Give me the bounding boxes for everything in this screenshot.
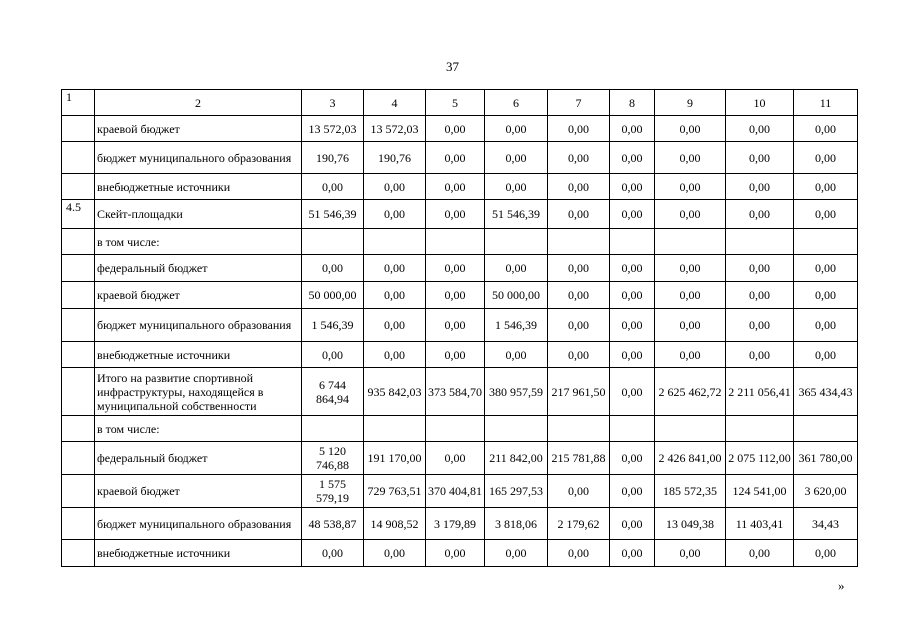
value-cell: 0,00 [794, 116, 858, 142]
header-cell: 5 [426, 90, 485, 116]
table-row [62, 174, 858, 200]
value-cell [302, 416, 364, 442]
value-cell: 124 541,00 [726, 475, 794, 508]
row-label-cell: внебюджетные источники [95, 342, 302, 368]
value-cell: 0,00 [610, 200, 655, 229]
value-cell: 0,00 [426, 442, 485, 475]
value-cell: 0,00 [794, 255, 858, 282]
value-cell: 0,00 [794, 540, 858, 567]
value-cell: 0,00 [548, 309, 610, 342]
value-cell: 50 000,00 [485, 282, 548, 309]
value-cell: 0,00 [610, 255, 655, 282]
value-cell: 0,00 [726, 174, 794, 200]
row-label-cell: краевой бюджет [95, 282, 302, 309]
value-cell: 0,00 [548, 540, 610, 567]
table-row [62, 508, 858, 540]
value-cell: 51 546,39 [485, 200, 548, 229]
value-cell: 0,00 [655, 342, 726, 368]
value-cell: 0,00 [655, 142, 726, 174]
value-cell: 0,00 [364, 540, 426, 567]
value-cell [302, 229, 364, 255]
table-row [62, 342, 858, 368]
row-number-cell [62, 229, 95, 255]
value-cell: 0,00 [485, 174, 548, 200]
row-number-cell [62, 442, 95, 475]
row-number-cell [62, 508, 95, 540]
value-cell: 0,00 [485, 342, 548, 368]
value-cell: 0,00 [610, 475, 655, 508]
value-cell: 361 780,00 [794, 442, 858, 475]
value-cell: 0,00 [655, 255, 726, 282]
value-cell: 0,00 [726, 200, 794, 229]
row-label-cell: бюджет муниципального образования [95, 508, 302, 540]
row-number-cell [62, 174, 95, 200]
value-cell: 2 179,62 [548, 508, 610, 540]
value-cell: 3 818,06 [485, 508, 548, 540]
row-number-cell [62, 282, 95, 309]
table-row [62, 255, 858, 282]
header-cell: 7 [548, 90, 610, 116]
value-cell: 0,00 [655, 282, 726, 309]
value-cell: 0,00 [548, 142, 610, 174]
value-cell: 0,00 [302, 540, 364, 567]
value-cell: 0,00 [426, 116, 485, 142]
value-cell: 0,00 [655, 116, 726, 142]
value-cell: 211 842,00 [485, 442, 548, 475]
value-cell: 0,00 [610, 174, 655, 200]
value-cell: 0,00 [610, 368, 655, 416]
value-cell: 2 625 462,72 [655, 368, 726, 416]
value-cell [548, 229, 610, 255]
table-row [62, 142, 858, 174]
row-label-cell: краевой бюджет [95, 116, 302, 142]
value-cell [655, 229, 726, 255]
table-row [62, 442, 858, 475]
value-cell [485, 229, 548, 255]
header-row [62, 90, 858, 116]
value-cell: 50 000,00 [302, 282, 364, 309]
value-cell: 191 170,00 [364, 442, 426, 475]
value-cell: 0,00 [610, 508, 655, 540]
table-row [62, 282, 858, 309]
value-cell: 0,00 [364, 174, 426, 200]
value-cell: 0,00 [364, 200, 426, 229]
value-cell [794, 229, 858, 255]
value-cell: 0,00 [726, 342, 794, 368]
value-cell: 0,00 [548, 174, 610, 200]
value-cell: 0,00 [548, 475, 610, 508]
header-cell: 10 [726, 90, 794, 116]
value-cell: 0,00 [426, 309, 485, 342]
value-cell: 0,00 [726, 142, 794, 174]
value-cell: 0,00 [655, 174, 726, 200]
value-cell: 13 049,38 [655, 508, 726, 540]
value-cell: 3 179,89 [426, 508, 485, 540]
row-label-cell: в том числе: [95, 229, 302, 255]
row-number-cell [62, 475, 95, 508]
value-cell: 0,00 [302, 255, 364, 282]
header-cell: 2 [95, 90, 302, 116]
value-cell: 0,00 [794, 142, 858, 174]
value-cell [655, 416, 726, 442]
value-cell: 3 620,00 [794, 475, 858, 508]
value-cell: 0,00 [426, 255, 485, 282]
value-cell [364, 416, 426, 442]
value-cell: 373 584,70 [426, 368, 485, 416]
header-cell: 6 [485, 90, 548, 116]
row-number-cell [62, 540, 95, 567]
value-cell: 0,00 [426, 540, 485, 567]
row-label-cell: краевой бюджет [95, 475, 302, 508]
value-cell: 0,00 [548, 116, 610, 142]
value-cell [485, 416, 548, 442]
header-cell: 4 [364, 90, 426, 116]
value-cell: 190,76 [302, 142, 364, 174]
value-cell: 13 572,03 [302, 116, 364, 142]
value-cell: 0,00 [302, 174, 364, 200]
value-cell: 217 961,50 [548, 368, 610, 416]
value-cell: 0,00 [726, 309, 794, 342]
value-cell [726, 416, 794, 442]
value-cell: 0,00 [794, 174, 858, 200]
value-cell [426, 229, 485, 255]
row-label-cell: Итого на развитие спортивной инфраструктуры, находящейся в муниципальной собственности [95, 368, 302, 416]
value-cell: 0,00 [794, 200, 858, 229]
value-cell: 0,00 [426, 342, 485, 368]
value-cell: 0,00 [364, 282, 426, 309]
value-cell [426, 416, 485, 442]
value-cell: 190,76 [364, 142, 426, 174]
row-label-cell: федеральный бюджет [95, 442, 302, 475]
row-number-cell [62, 342, 95, 368]
row-label-cell: бюджет муниципального образования [95, 309, 302, 342]
header-cell: 3 [302, 90, 364, 116]
row-number-cell [62, 142, 95, 174]
value-cell [794, 416, 858, 442]
value-cell: 0,00 [364, 309, 426, 342]
value-cell: 0,00 [794, 309, 858, 342]
value-cell: 2 426 841,00 [655, 442, 726, 475]
value-cell: 5 120 746,88 [302, 442, 364, 475]
table-row [62, 309, 858, 342]
value-cell: 935 842,03 [364, 368, 426, 416]
value-cell: 0,00 [655, 200, 726, 229]
value-cell: 370 404,81 [426, 475, 485, 508]
value-cell: 0,00 [726, 282, 794, 309]
table-row [62, 116, 858, 142]
value-cell: 0,00 [426, 142, 485, 174]
header-cell: 11 [794, 90, 858, 116]
value-cell: 0,00 [655, 540, 726, 567]
value-cell: 0,00 [610, 309, 655, 342]
value-cell: 2 075 112,00 [726, 442, 794, 475]
value-cell: 0,00 [485, 540, 548, 567]
header-cell: 1 [62, 90, 95, 116]
value-cell: 0,00 [610, 540, 655, 567]
value-cell [610, 229, 655, 255]
row-number-cell [62, 309, 95, 342]
value-cell: 0,00 [794, 342, 858, 368]
row-number-cell [62, 116, 95, 142]
value-cell: 0,00 [364, 255, 426, 282]
value-cell: 11 403,41 [726, 508, 794, 540]
value-cell: 14 908,52 [364, 508, 426, 540]
value-cell: 0,00 [726, 540, 794, 567]
value-cell: 0,00 [426, 282, 485, 309]
value-cell: 0,00 [655, 309, 726, 342]
value-cell: 0,00 [726, 255, 794, 282]
value-cell: 1 546,39 [302, 309, 364, 342]
value-cell: 0,00 [610, 342, 655, 368]
value-cell: 365 434,43 [794, 368, 858, 416]
value-cell: 1 546,39 [485, 309, 548, 342]
value-cell: 0,00 [426, 174, 485, 200]
value-cell: 0,00 [610, 142, 655, 174]
value-cell [726, 229, 794, 255]
row-label-cell: внебюджетные источники [95, 174, 302, 200]
value-cell: 0,00 [548, 255, 610, 282]
value-cell: 0,00 [794, 282, 858, 309]
row-label-cell: внебюджетные источники [95, 540, 302, 567]
header-cell: 9 [655, 90, 726, 116]
row-number-cell [62, 416, 95, 442]
page-number: 37 [446, 59, 459, 74]
row-number-cell [62, 255, 95, 282]
value-cell: 0,00 [548, 342, 610, 368]
value-cell: 0,00 [610, 442, 655, 475]
value-cell [610, 416, 655, 442]
table-row [62, 416, 858, 442]
row-number-cell: 4.5 [62, 200, 95, 229]
value-cell: 0,00 [485, 142, 548, 174]
row-label-cell: в том числе: [95, 416, 302, 442]
value-cell: 0,00 [548, 282, 610, 309]
value-cell: 729 763,51 [364, 475, 426, 508]
value-cell: 0,00 [485, 255, 548, 282]
value-cell: 0,00 [548, 200, 610, 229]
value-cell: 185 572,35 [655, 475, 726, 508]
table-row [62, 368, 858, 416]
value-cell: 1 575 579,19 [302, 475, 364, 508]
value-cell: 34,43 [794, 508, 858, 540]
table-row [62, 229, 858, 255]
value-cell [364, 229, 426, 255]
value-cell: 51 546,39 [302, 200, 364, 229]
value-cell: 13 572,03 [364, 116, 426, 142]
closing-quote-mark: » [838, 578, 845, 593]
value-cell: 380 957,59 [485, 368, 548, 416]
budget-table [61, 89, 858, 567]
row-label-cell: федеральный бюджет [95, 255, 302, 282]
value-cell: 0,00 [364, 342, 426, 368]
value-cell: 2 211 056,41 [726, 368, 794, 416]
table-row [62, 540, 858, 567]
header-cell: 8 [610, 90, 655, 116]
value-cell: 0,00 [610, 282, 655, 309]
value-cell: 0,00 [610, 116, 655, 142]
row-label-cell: Скейт-площадки [95, 200, 302, 229]
row-number-cell [62, 368, 95, 416]
value-cell: 165 297,53 [485, 475, 548, 508]
value-cell: 48 538,87 [302, 508, 364, 540]
value-cell: 0,00 [726, 116, 794, 142]
table-row [62, 475, 858, 508]
value-cell [548, 416, 610, 442]
table-row [62, 200, 858, 229]
value-cell: 0,00 [485, 116, 548, 142]
value-cell: 0,00 [426, 200, 485, 229]
row-label-cell: бюджет муниципального образования [95, 142, 302, 174]
value-cell: 0,00 [302, 342, 364, 368]
value-cell: 6 744 864,94 [302, 368, 364, 416]
value-cell: 215 781,88 [548, 442, 610, 475]
